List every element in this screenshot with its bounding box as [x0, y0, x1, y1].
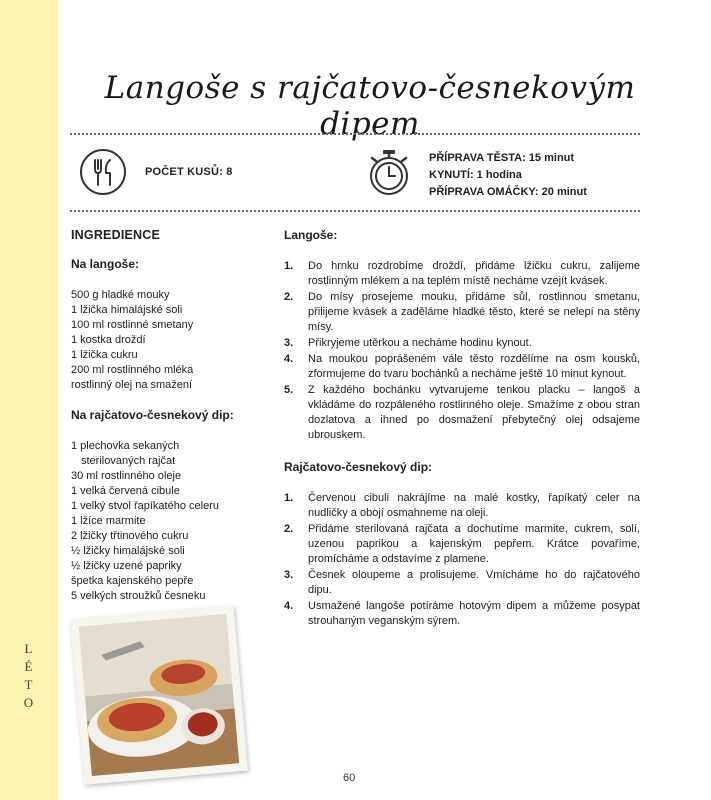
method-step [284, 599, 640, 629]
page-number: 60 [343, 772, 356, 784]
ingredient-item: 1 velká červená cibule [71, 485, 180, 497]
langos-illustration [79, 614, 240, 776]
ingredient-item: 1 kostka droždí [71, 334, 146, 346]
step-text: Přidáme sterilovaná rajčata a dochutíme marmite, cukrem, solí, uzenou paprikou a kajenským pepřem. Krátce povaříme, promícháme a odstavíme z plamene. [308, 523, 640, 565]
ingredient-item: 2 lžičky třtinového cukru [71, 530, 189, 542]
step-number: 3. [284, 569, 294, 581]
prep-dough-time: PŘÍPRAVA TĚSTA: 15 minut [429, 152, 575, 164]
method-step [284, 383, 640, 443]
ingredients-column [71, 228, 261, 619]
preparation-times [429, 150, 587, 201]
step-text: Na moukou poprášeném vále těsto rozdělíme na osm kousků, zformujeme do tvaru bochánků a necháme ještě 10 minut kynout. [308, 353, 640, 380]
step-text: Do mísy prosejeme mouku, přidáme sůl, rostlinnou smetanu, přilijeme kvásek a zaděláme hladké těsto, které se nelepí na stěny mísy. [308, 291, 640, 333]
season-letter: T [24, 677, 34, 692]
step-number: 4. [284, 353, 294, 365]
step-text: Usmažené langoše potíráme hotovým dipem a můžeme posypat strouhaným veganským sýrem. [308, 600, 640, 627]
ingredient-item: 1 lžička himalájské soli [71, 304, 183, 316]
divider [70, 133, 640, 135]
ingredient-item: 5 velkých stroužků česneku [71, 590, 206, 602]
step-text: Z každého bochánku vytvarujeme tenkou placku – langoš a vkládáme do rozpáleného rostlinného oleje. Smažíme z obou stran dozlatova a ihned po dosmažení přebytečný olej odsajeme ubrouskem. [308, 384, 640, 441]
ingredient-item: 30 ml rostlinného oleje [71, 470, 182, 482]
ingredient-item: 1 lžíce marmite [71, 515, 146, 527]
ingredient-item: 500 g hladké mouky [71, 289, 170, 301]
method-column [284, 228, 640, 646]
method-step [284, 290, 640, 335]
food-photo [70, 605, 248, 785]
ingredient-item: rostlinný olej na smažení [71, 379, 193, 391]
step-number: 2. [284, 523, 294, 535]
ingredient-item: 100 ml rostlinné smetany [71, 319, 194, 331]
method-step [284, 522, 640, 567]
season-label [22, 640, 36, 712]
step-number: 1. [284, 492, 294, 504]
step-text: Přikryjeme utěrkou a necháme hodinu kynout. [308, 337, 532, 349]
method-step [284, 259, 640, 289]
step-number: 1. [284, 260, 294, 272]
season-letter: É [24, 659, 34, 674]
step-number: 2. [284, 291, 294, 303]
season-letter: O [23, 695, 35, 710]
season-letter: L [24, 641, 34, 656]
method-step [284, 568, 640, 598]
method-step [284, 491, 640, 521]
ingredient-item: sterilovaných rajčat [81, 455, 176, 467]
method-step [284, 336, 640, 351]
step-text: Do hrnku rozdrobíme droždí, přidáme lžičku cukru, zalijeme rostlinným mlékem a na teplém místě necháme vzejít kvásek. [308, 260, 640, 287]
ingredient-item: 1 plechovka sekaných [71, 440, 180, 452]
rising-time: KYNUTÍ: 1 hodina [429, 169, 522, 181]
ingredient-item: ½ lžičky uzené papriky [71, 560, 182, 572]
ingredients-section-title: Na rajčatovo-česnekový dip: [71, 408, 234, 422]
ingredients-section-title: Na langoše: [71, 257, 140, 271]
step-text: Červenou cibuli nakrájíme na malé kostky, řapíkatý celer na nudličky a obojí osmahneme na oleji. [308, 492, 640, 519]
method-step [284, 352, 640, 382]
ingredients-list [71, 439, 261, 604]
ingredient-item: 1 lžička cukru [71, 349, 138, 361]
ingredient-item: 1 velký stvol řapíkatého celeru [71, 500, 219, 512]
stopwatch-icon [366, 149, 412, 197]
ingredients-heading: INGREDIENCE [71, 228, 161, 242]
cutlery-icon [79, 148, 127, 196]
method-section-title: Rajčatovo-česnekový dip: [284, 460, 433, 474]
ingredient-item: ½ lžičky himalájské soli [71, 545, 185, 557]
method-steps [284, 259, 640, 443]
step-text: Česnek oloupeme a prolisujeme. Vmícháme ho do rajčatového dipu. [308, 569, 640, 596]
method-steps [284, 491, 640, 629]
step-number: 3. [284, 337, 294, 349]
step-number: 4. [284, 600, 294, 612]
recipe-title: Langoše s rajčatovo-česnekovým dipem [104, 70, 636, 142]
ingredient-item: špetka kajenského pepře [71, 575, 194, 587]
ingredients-list [71, 288, 261, 393]
step-number: 5. [284, 384, 294, 396]
ingredient-item: 200 ml rostlinného mléka [71, 364, 194, 376]
servings-count: POČET KUSŮ: 8 [145, 166, 233, 178]
prep-sauce-time: PŘÍPRAVA OMÁČKY: 20 minut [429, 186, 587, 198]
method-section-title: Langoše: [284, 228, 338, 242]
divider [70, 210, 640, 212]
